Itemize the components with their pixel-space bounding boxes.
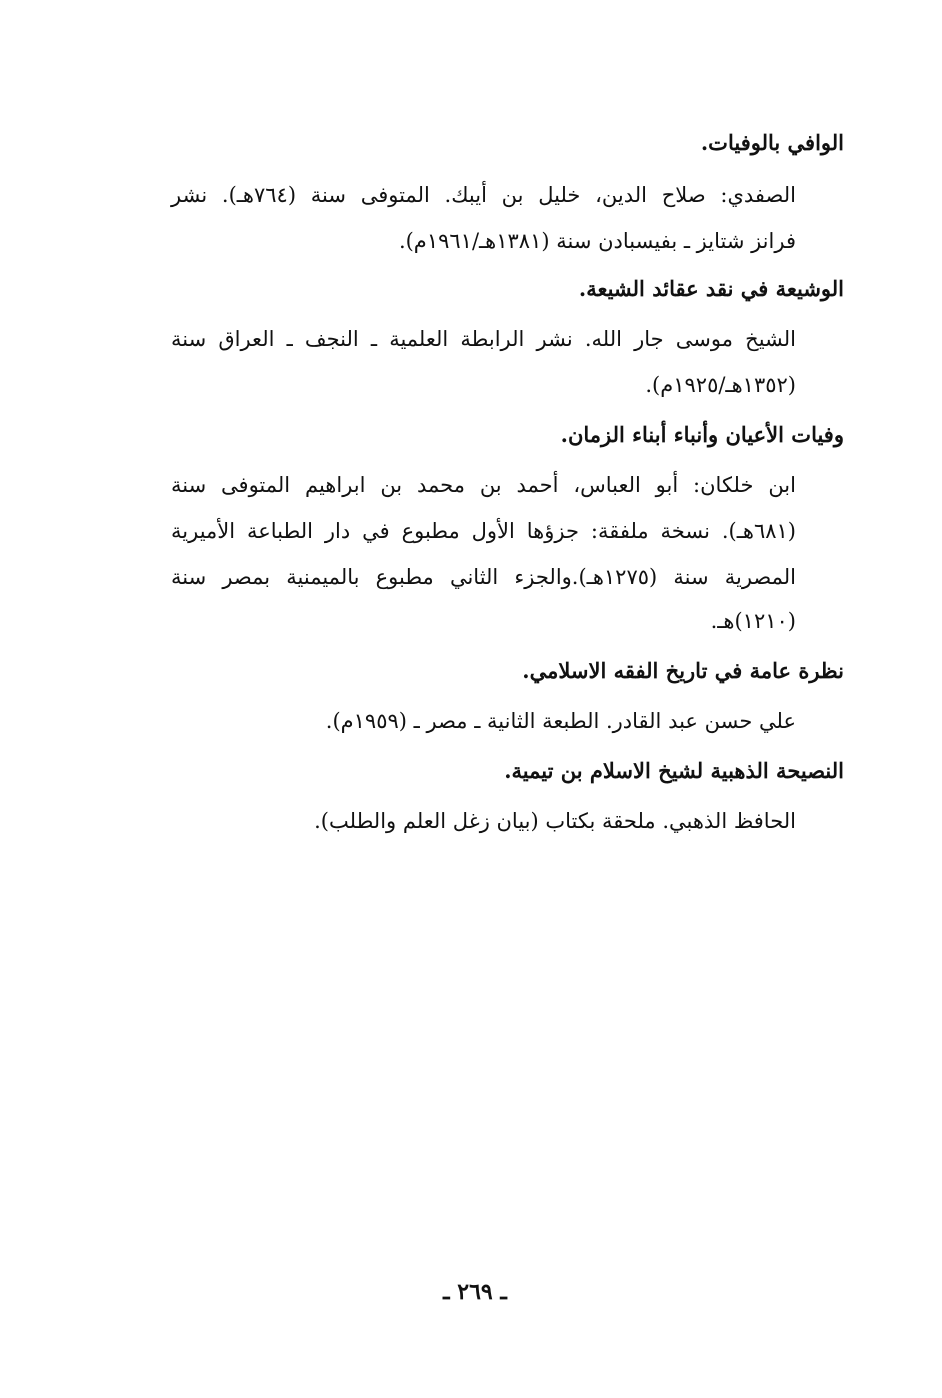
entry-title: نظرة عامة في تاريخ الفقه الاسلامي. [522,658,844,683]
entry-title: الوافي بالوفيات. [700,130,844,155]
entry-line: الحافظ الذهبي. ملحقة بكتاب (بيان زغل العلم والطلب). [314,809,796,833]
entry-line: الصفدي: صلاح الدين، خليل بن أيبك. المتوفى سنة (٧٦٤هـ). نشر [171,183,796,207]
entry-line: (١٣٥٢هـ/١٩٢٥م). [645,373,796,397]
entry-line: الشيخ موسى جار الله. نشر الرابطة العلمية ـ النجف ـ العراق سنة [171,327,796,351]
entry-line: (٦٨١هـ). نسخة ملفقة: جزؤها الأول مطبوع في دار الطباعة الأميرية [171,519,796,543]
entry-title: وفيات الأعيان وأنباء أبناء الزمان. [560,422,844,447]
entry-line: (١٢١٠)هـ. [710,609,796,633]
page-number: ـ ٢٦٩ ـ [443,1279,507,1305]
entry-line: علي حسن عبد القادر. الطبعة الثانية ـ مصر ـ (١٩٥٩م). [325,709,796,733]
entry-title: الوشيعة في نقد عقائد الشيعة. [578,276,844,301]
entry-line: المصرية سنة (١٢٧٥هـ).والجزء الثاني مطبوع بالميمنية بمصر سنة [171,565,796,589]
entry-line: ابن خلكان: أبو العباس، أحمد بن محمد بن ابراهيم المتوفى سنة [171,473,796,497]
entry-title: النصيحة الذهبية لشيخ الاسلام بن تيمية. [504,758,844,783]
entry-line: فرانز شتايز ـ بفيسبادن سنة (١٣٨١هـ/١٩٦١م). [398,229,796,253]
